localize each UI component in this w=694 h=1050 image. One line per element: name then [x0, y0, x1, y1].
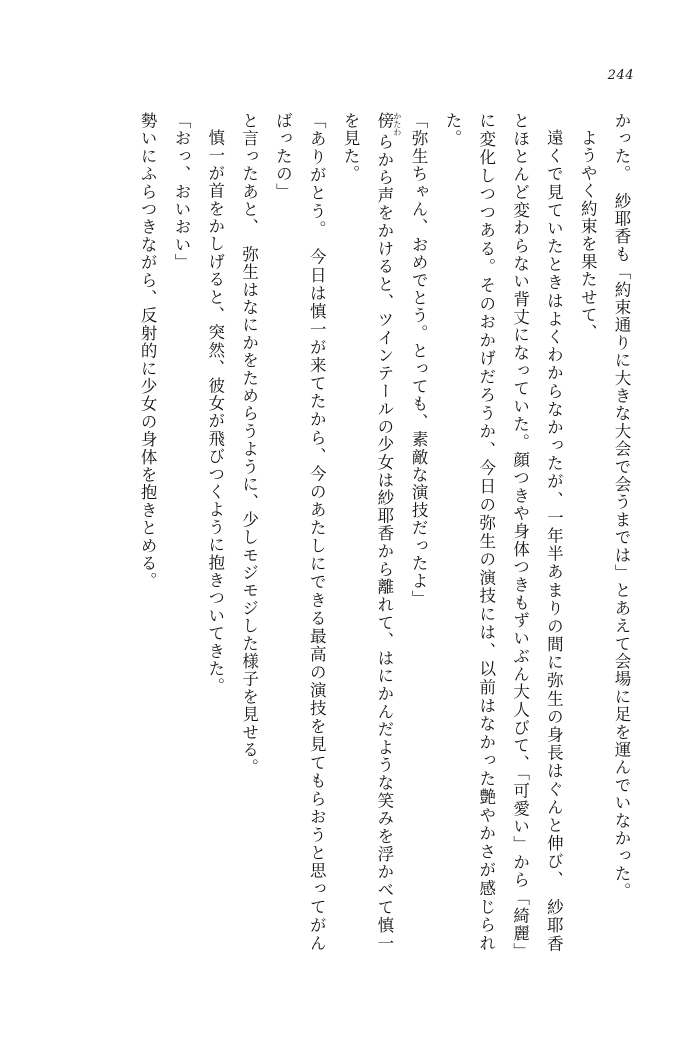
paragraph: ようやく約束を果たせて、	[578, 128, 598, 341]
paragraph-dialogue: 「ありがとう。 今日は慎一が来てたから、今のあたしにできる最高の演技を見てもらおうと思ってがんばったの」	[273, 112, 327, 953]
paragraph: と言ったあと、 弥生はなにかをためらうように、少しモジモジした様子を見せる。	[239, 112, 259, 777]
dialogue-text: 弥生ちゃん、おめでとう。とっても、素敵な演技だったよ	[409, 129, 429, 590]
dialogue-text: おっ、おいおい	[171, 129, 191, 254]
paragraph-dialogue: 「弥生ちゃん、おめでとう。とっても、素敵な演技だったよ」	[409, 112, 429, 608]
paragraph: 慎一が首をかしげると、突然、彼女が飛びつくように抱きついてきた。	[205, 128, 225, 695]
paragraph-rest: らから声をかけると、ツインテールの少女は紗耶香から離れて、はにかんだような笑みを浮かべて慎一を見た。	[341, 112, 394, 952]
paragraph: 遠くで見ていたときはよくわからなかったが、一年半あまりの間に弥生の身長はぐんと伸び、 紗耶香とほとんど変わらない背丈になっていた。顔つきや身体つきもずいぶん大人びて、「可愛い」から「綺麗」に変化しつつある。そのおかげだろうか、今日の弥生の演技には、以前はなかった艶やかさが感じられた。	[442, 112, 564, 952]
page-number: 244	[607, 68, 634, 83]
paragraph	[333, 112, 401, 952]
paragraph: かった。 紗耶香も「約束通りに大きな大会で会うまでは」とあえて会場に足を運んでいなかった。	[612, 112, 631, 901]
dialogue-text: ありがとう。 今日は慎一が来てたから、今のあたしにできる最高の演技を見てもらおうと思ってがんばったの	[273, 112, 327, 953]
page-body-text	[58, 112, 638, 952]
paragraph-dialogue: 「おっ、おいおい」	[171, 112, 191, 272]
ruby-reading: かたわ	[392, 112, 402, 136]
paragraph: 勢いにふらつきながら、反射的に少女の身体を抱きとめる。	[138, 112, 158, 590]
ruby-kataw: 傍 かたわ	[374, 112, 402, 136]
